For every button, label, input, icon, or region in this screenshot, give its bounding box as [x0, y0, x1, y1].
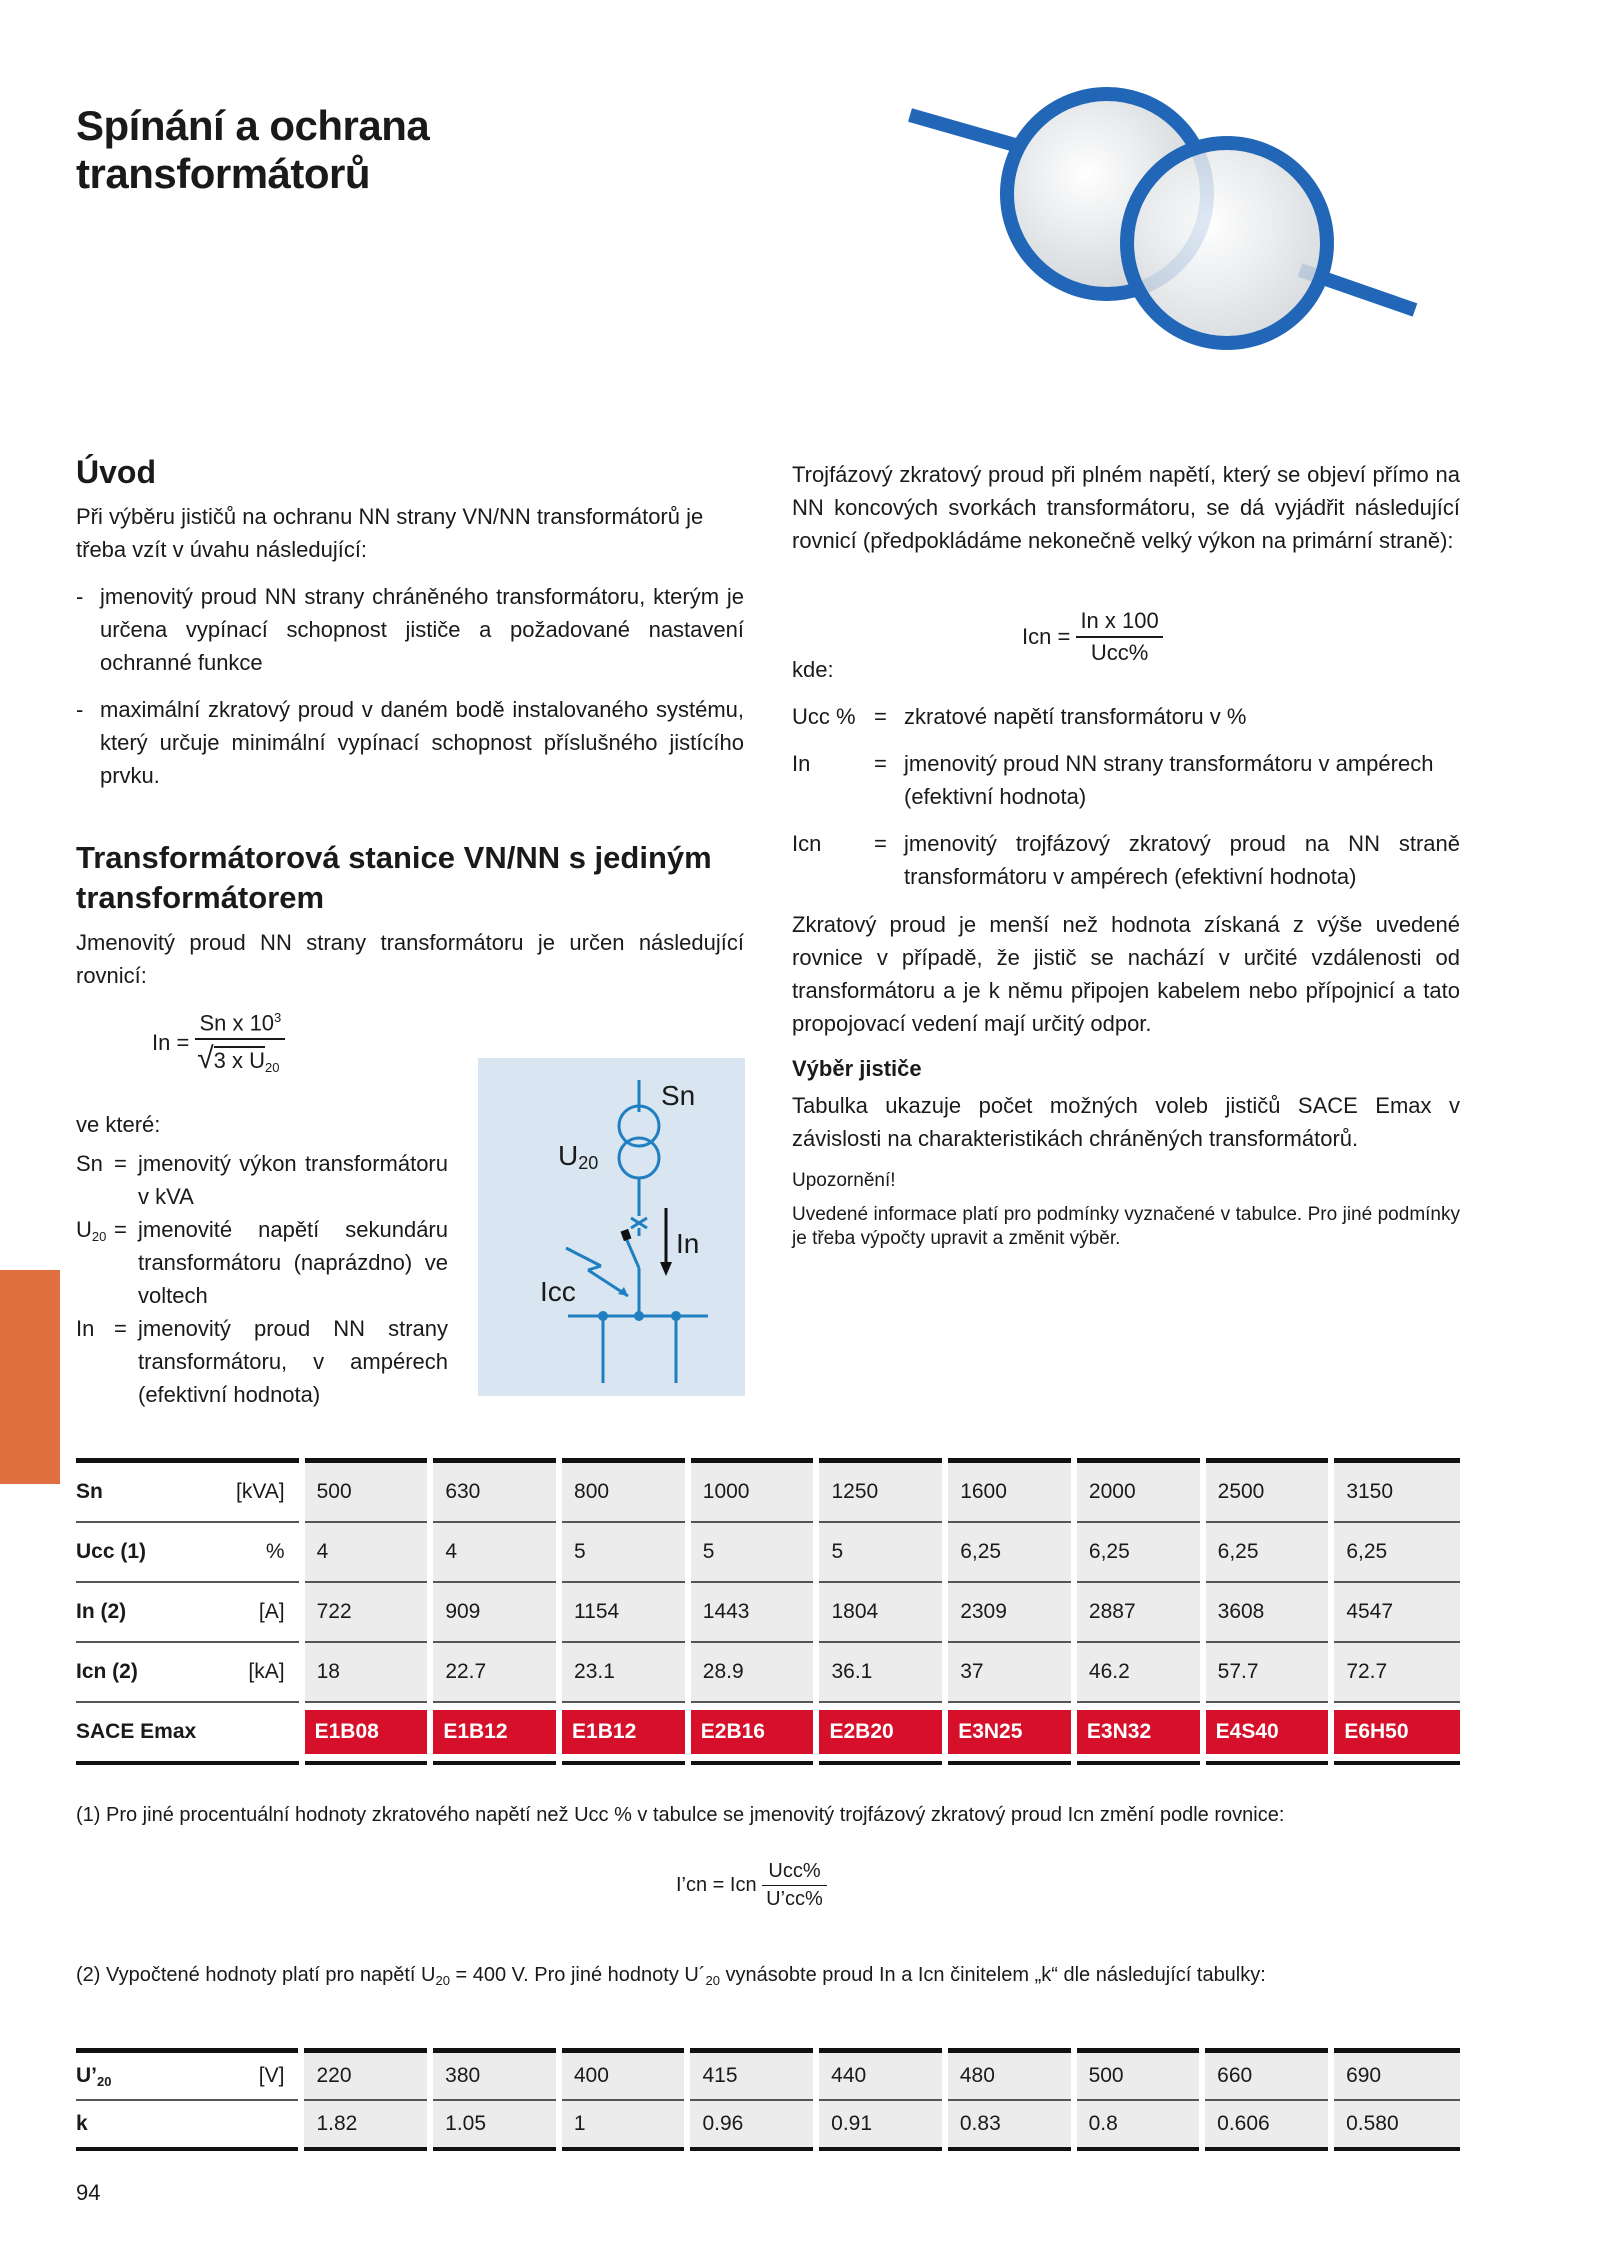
- def-label: Icn: [792, 831, 822, 856]
- table-cell: 1: [559, 2100, 688, 2149]
- table-cell: 415: [687, 2051, 816, 2101]
- def-equals: =: [114, 1217, 127, 1242]
- def-text: jmenovitý proud NN strany transformátoru, v ampérech (efektivní hodnota): [138, 1316, 448, 1407]
- table-cell: 500: [302, 1461, 431, 1523]
- title-line-2: transformátorů: [76, 150, 371, 197]
- formula-icn-prime: [676, 1860, 827, 1911]
- bullet-text: jmenovitý proud NN strany chráněného transformátoru, kterým je určena vypínací schopnost jističe a požadované nastavení ochranné funkce: [100, 584, 744, 675]
- footnote-2-part-a: (2) Vypočtené hodnoty platí pro napětí U: [76, 1964, 436, 1986]
- table-cell: 36.1: [816, 1642, 945, 1702]
- footnote-2: [76, 1962, 1466, 1994]
- formula-lhs: In =: [152, 1030, 190, 1056]
- table-cell: 1804: [816, 1582, 945, 1642]
- diagram-u-sub: 20: [578, 1153, 599, 1173]
- title-line-1: Spínání a ochrana: [76, 102, 430, 149]
- definition-row: [792, 700, 1460, 733]
- numerator-text: Sn x 10: [199, 1010, 275, 1036]
- kde-label: kde:: [792, 657, 834, 682]
- breaker-model-badge: E1B12: [562, 1710, 685, 1754]
- breaker-cell: [1203, 1702, 1332, 1763]
- table-cell: 1154: [559, 1582, 688, 1642]
- intro-section: [76, 452, 744, 792]
- formula-denominator: U’cc%: [766, 1888, 823, 1910]
- table-row: [76, 1522, 1460, 1582]
- table-cell: 57.7: [1203, 1642, 1332, 1702]
- footnote-2-part-c: vynásobte proud In a Icn činitelem „k“ dle následující tabulky:: [719, 1964, 1266, 1986]
- table-cell: 0.580: [1331, 2100, 1460, 2149]
- def-equals: =: [874, 704, 887, 729]
- row-unit: [kVA]: [206, 1461, 302, 1523]
- circuit-diagram-svg: [478, 1058, 745, 1396]
- sqrt-icon: √: [197, 1042, 214, 1076]
- table-cell: 6,25: [1331, 1522, 1460, 1582]
- table-row: [76, 2100, 1460, 2149]
- page-number: 94: [76, 2180, 101, 2205]
- voltage-factor-table: [76, 2048, 1460, 2151]
- def-equals: =: [114, 1151, 127, 1176]
- footnote-1: (1) Pro jiné procentuální hodnoty zkratového napětí než Ucc % v tabulce se jmenovitý trojfázový zkratový proud Icn změní podle rovnice:: [76, 1804, 1285, 1826]
- def-label: [76, 1312, 114, 1411]
- row-unit: %: [206, 1522, 302, 1582]
- icn-intro-text: Trojfázový zkratový proud při plném napětí, který se objeví přímo na NN koncových svorkách transformátoru, se dá vyjádřit následující rovnicí (předpokládáme nekonečně velký výkon na primární straně):: [792, 462, 1460, 553]
- breaker-model-badge: E3N25: [948, 1710, 1071, 1754]
- table-cell: 3150: [1331, 1461, 1460, 1523]
- def-label-text: Sn: [76, 1151, 103, 1176]
- table-cell: 23.1: [559, 1642, 688, 1702]
- formula-denominator: [195, 1040, 285, 1076]
- table-cell: 220: [301, 2051, 430, 2101]
- breaker-model-badge: E6H50: [1334, 1710, 1460, 1754]
- table-cell: 1.82: [301, 2100, 430, 2149]
- row-label: [76, 2051, 206, 2101]
- formula-fraction: [195, 1010, 285, 1076]
- row-label: In (2): [76, 1582, 206, 1642]
- footnote-2-sub-1: 20: [435, 1973, 450, 1988]
- table-cell: 0.83: [945, 2100, 1074, 2149]
- selection-text: Tabulka ukazuje počet možných voleb jističů SACE Emax v závislosti na charakteristikách chráněných transformátorů.: [792, 1093, 1460, 1151]
- table-cell: 72.7: [1331, 1642, 1460, 1702]
- breaker-selection-table: [76, 1458, 1460, 1765]
- table-cell: 480: [945, 2051, 1074, 2101]
- breaker-cell: [816, 1702, 945, 1763]
- diagram-label-icc: Icc: [540, 1276, 576, 1307]
- formula-numerator: In x 100: [1076, 608, 1162, 638]
- table-cell: 400: [559, 2051, 688, 2101]
- table-cell: 2500: [1203, 1461, 1332, 1523]
- definition-row: [792, 827, 1460, 893]
- row-label: Icn (2): [76, 1642, 206, 1702]
- formula-denominator: Ucc%: [1090, 640, 1149, 665]
- breaker-model-badge: E4S40: [1206, 1710, 1329, 1754]
- row-label-text: U’: [76, 2063, 97, 2087]
- table-row: [76, 1702, 1460, 1763]
- table-cell: 0.91: [816, 2100, 945, 2149]
- table-cell: 6,25: [1203, 1522, 1332, 1582]
- table-cell: 380: [430, 2051, 559, 2101]
- selection-heading: Výběr jističe: [792, 1056, 922, 1081]
- table-cell: 2000: [1074, 1461, 1203, 1523]
- short-circuit-text: Zkratový proud je menší než hodnota získaná z výše uvedené rovnice v případě, že jistič se nachází v určité vzdálenosti od transformátoru a je k němu připojen kabelem nebo přípojnicí a tato propojovací vedení mají určitý odpor.: [792, 912, 1460, 1036]
- table-cell: 3608: [1203, 1582, 1332, 1642]
- table-cell: 0.8: [1074, 2100, 1203, 2149]
- table-cell: 0.606: [1202, 2100, 1331, 2149]
- table-cell: 1.05: [430, 2100, 559, 2149]
- table1-body: [76, 1461, 1460, 1764]
- breaker-cell: [945, 1702, 1074, 1763]
- row-label-sub: 20: [97, 2073, 112, 2089]
- table-cell: 28.9: [688, 1642, 817, 1702]
- definition-row: [76, 1213, 448, 1312]
- formula-fraction: [762, 1860, 827, 1911]
- table-cell: 909: [430, 1582, 559, 1642]
- table-cell: 5: [559, 1522, 688, 1582]
- table-cell: 22.7: [430, 1642, 559, 1702]
- table-cell: 4547: [1331, 1582, 1460, 1642]
- row-unit: [kA]: [206, 1642, 302, 1702]
- breaker-cell: [430, 1702, 559, 1763]
- formula-numerator: [195, 1010, 285, 1040]
- table-cell: 1000: [688, 1461, 817, 1523]
- short-circuit-section: [792, 908, 1460, 1251]
- table-cell: 800: [559, 1461, 688, 1523]
- table-cell: 2887: [1074, 1582, 1203, 1642]
- def-equals: =: [874, 751, 887, 776]
- breaker-model-badge: E1B08: [305, 1710, 428, 1754]
- definition-row: [76, 1312, 448, 1411]
- formula-in: [152, 1010, 285, 1076]
- def-label: Ucc %: [792, 704, 856, 729]
- table-cell: 690: [1331, 2051, 1460, 2101]
- numerator-sup: 3: [274, 1010, 282, 1025]
- station-text: Jmenovitý proud NN strany transformátoru je určen následující rovnicí:: [76, 930, 744, 988]
- footnote-2-part-b: = 400 V. Pro jiné hodnoty U´: [449, 1964, 706, 1986]
- table-cell: 722: [302, 1582, 431, 1642]
- table-cell: 37: [945, 1642, 1074, 1702]
- station-heading: Transformátorová stanice VN/NN s jediným transformátorem: [76, 840, 712, 915]
- denominator-text: 3 x U: [213, 1048, 266, 1074]
- breaker-model-badge: E1B12: [433, 1710, 556, 1754]
- table-cell: 440: [816, 2051, 945, 2101]
- def-text: jmenovitý trojfázový zkratový proud na NN straně transformátoru v ampérech (efektivní hodnota): [904, 831, 1460, 889]
- breaker-cell: [688, 1702, 817, 1763]
- def-label: [76, 1213, 114, 1312]
- footnote-2-sub-2: 20: [705, 1973, 720, 1988]
- table-cell: 1600: [945, 1461, 1074, 1523]
- intro-heading: Úvod: [76, 454, 156, 490]
- bullet-text: maximální zkratový proud v daném bodě instalovaného systému, který určuje minimální vypínací schopnost příslušného jistícího prvku.: [100, 697, 744, 788]
- def-text: zkratové napětí transformátoru v %: [904, 704, 1247, 729]
- table-cell: 5: [816, 1522, 945, 1582]
- right-column: [792, 458, 1460, 557]
- page-title: [76, 102, 429, 198]
- breaker-cell: [302, 1702, 431, 1763]
- table-cell: 6,25: [945, 1522, 1074, 1582]
- row-unit: [A]: [206, 1582, 302, 1642]
- circuit-diagram: [478, 1058, 745, 1396]
- table-cell: 630: [430, 1461, 559, 1523]
- def-label-text: U: [76, 1217, 92, 1242]
- table-cell: 5: [688, 1522, 817, 1582]
- breaker-cell: [559, 1702, 688, 1763]
- row-label: Ucc (1): [76, 1522, 206, 1582]
- table-row: [76, 1582, 1460, 1642]
- formula-fraction: [1076, 608, 1162, 666]
- icn-definitions: [792, 700, 1460, 893]
- def-equals: =: [874, 831, 887, 856]
- def-text: jmenovité napětí sekundáru transformátoru (naprázdno) ve voltech: [138, 1217, 448, 1308]
- note-text: Uvedené informace platí pro podmínky vyznačené v tabulce. Pro jiné podmínky je třeba výpočty upravit a změnit výběr.: [792, 1204, 1460, 1249]
- table-row: [76, 1642, 1460, 1702]
- table-cell: 660: [1202, 2051, 1331, 2101]
- formula-icn: [1022, 608, 1163, 666]
- breaker-cell: [1074, 1702, 1203, 1763]
- def-label-sub: 20: [91, 1229, 107, 1244]
- def-label: [76, 1147, 114, 1213]
- def-label: In: [792, 751, 811, 776]
- intro-text: Při výběru jističů na ochranu NN strany VN/NN transformátorů je třeba vzít v úvahu následující:: [76, 504, 704, 562]
- table-cell: 500: [1074, 2051, 1203, 2101]
- formula-lhs: Icn =: [1022, 624, 1071, 649]
- table-cell: 2309: [945, 1582, 1074, 1642]
- def-text: jmenovitý výkon transformátoru v kVA: [138, 1151, 448, 1209]
- section-tab: [0, 1270, 60, 1484]
- table-cell: 4: [302, 1522, 431, 1582]
- row-label: Sn: [76, 1461, 206, 1523]
- station-definitions: [76, 1147, 448, 1411]
- intro-bullet: [76, 580, 744, 679]
- table-row: [76, 1461, 1460, 1523]
- table-row: [76, 2051, 1460, 2101]
- denominator-sub: 20: [265, 1060, 280, 1076]
- breaker-model-badge: E2B16: [691, 1710, 814, 1754]
- diagram-label-sn: Sn: [661, 1080, 696, 1111]
- formula-numerator: Ucc%: [762, 1860, 827, 1886]
- diagram-label-u20: [558, 1140, 598, 1174]
- formula-lhs: I’cn = Icn: [676, 1874, 757, 1896]
- definition-row: [792, 747, 1460, 813]
- table-cell: 1443: [688, 1582, 817, 1642]
- table-cell: 4: [430, 1522, 559, 1582]
- row-label: k: [76, 2100, 206, 2149]
- intro-bullet: [76, 693, 744, 792]
- row-unit: [V]: [206, 2051, 301, 2101]
- bullet-dash: -: [76, 697, 84, 722]
- breaker-model-badge: E3N32: [1077, 1710, 1200, 1754]
- where-label: ve které:: [76, 1112, 161, 1137]
- diagram-u-text: U: [558, 1140, 579, 1171]
- breaker-cell: [1331, 1702, 1460, 1763]
- row-unit: [206, 2100, 301, 2149]
- row-unit: [206, 1702, 302, 1763]
- note-heading: Upozornění!: [792, 1170, 896, 1191]
- diagram-label-in: In: [676, 1228, 700, 1259]
- def-equals: =: [114, 1316, 127, 1341]
- row-label: SACE Emax: [76, 1702, 206, 1763]
- definition-row: [76, 1147, 448, 1213]
- transformer-logo-icon: [880, 60, 1440, 360]
- table-cell: 18: [302, 1642, 431, 1702]
- table-cell: 1250: [816, 1461, 945, 1523]
- table-cell: 46.2: [1074, 1642, 1203, 1702]
- bullet-dash: -: [76, 584, 84, 609]
- def-text: jmenovitý proud NN strany transformátoru v ampérech (efektivní hodnota): [904, 751, 1434, 809]
- table-cell: 6,25: [1074, 1522, 1203, 1582]
- station-section: [76, 838, 744, 992]
- breaker-model-badge: E2B20: [819, 1710, 942, 1754]
- def-label-text: In: [76, 1316, 95, 1341]
- table-cell: 0.96: [687, 2100, 816, 2149]
- table2-body: [76, 2051, 1460, 2150]
